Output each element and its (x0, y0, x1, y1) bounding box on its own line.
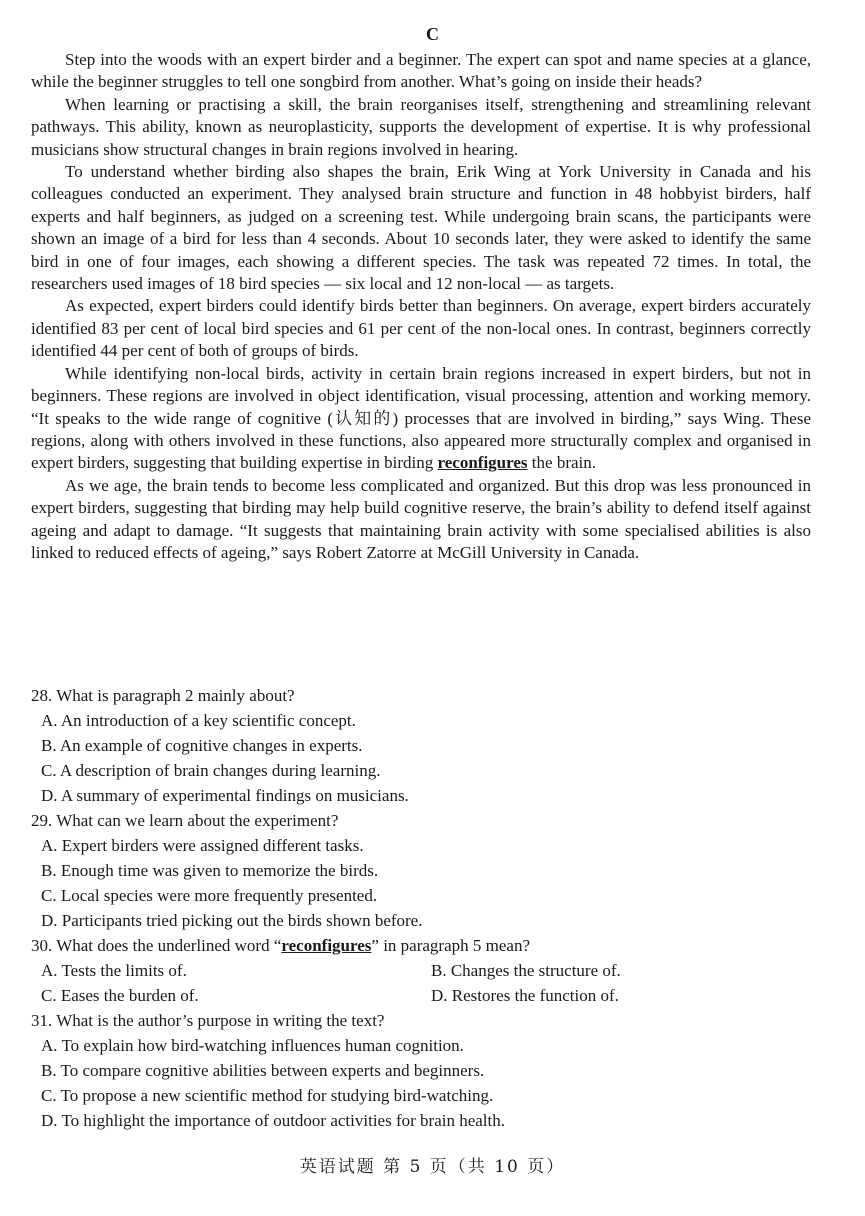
option-d: D. To highlight the importance of outdoor activities for brain health. (41, 1111, 505, 1130)
paragraph-1: Step into the woods with an expert birder and a beginner. The expert can spot and name species at a glance, while the beginner struggles to tell one songbird from another. What’s going on inside their heads? (31, 50, 811, 92)
option-b: B. Changes the structure of. (431, 961, 621, 980)
option-c: C. To propose a new scientific method for studying bird-watching. (41, 1086, 494, 1105)
paragraph-2: When learning or practising a skill, the brain reorganises itself, strengthening and streamlining relevant pathways. This ability, known as neuroplasticity, supports the development of expertise. It is why professional musicians show structural changes in brain regions involved in hearing. (31, 94, 811, 159)
question-list (31, 683, 811, 1133)
question-31 (31, 1008, 811, 1133)
page-footer: 英语试题 第 5 页（共 10 页） (299, 1157, 566, 1177)
option-c: C. A description of brain changes during learning. (41, 761, 381, 780)
option-b: B. To compare cognitive abilities between experts and beginners. (41, 1061, 485, 1080)
question-stem (31, 933, 811, 958)
option-d: D. Restores the function of. (431, 986, 619, 1005)
section-label: C (426, 24, 439, 44)
question-28 (31, 683, 811, 808)
question-stem: 31. What is the author’s purpose in writing the text? (31, 1011, 385, 1030)
option-a: A. An introduction of a key scientific concept. (41, 711, 356, 730)
question-stem-start: 30. What does the underlined word “ (31, 936, 282, 955)
question-29 (31, 808, 811, 933)
question-stem: 28. What is paragraph 2 mainly about? (31, 686, 295, 705)
paragraph-4: As expected, expert birders could identify birds better than beginners. On average, expert birders accurately identified 83 per cent of local bird species and 61 per cent of the non-local ones. In contrast, beginners correctly identified 44 per cent of both of groups of birds. (31, 296, 811, 361)
paragraph-6: As we age, the brain tends to become less complicated and organized. But this drop was less pronounced in expert birders, suggesting that birding may help build cognitive reserve, the brain’s ability to defend itself against ageing and adapt to damage. “It suggests that maintaining brain activity with some specialised abilities is also linked to reduced effects of ageing,” says Robert Zatorre at McGill University in Canada. (31, 475, 811, 562)
question-30 (31, 933, 811, 1008)
paragraph-5 (31, 363, 811, 475)
option-c: C. Local species were more frequently presented. (41, 886, 378, 905)
option-row (31, 958, 811, 983)
reading-passage (31, 49, 811, 564)
question-stem: 29. What can we learn about the experiment? (31, 811, 339, 830)
underlined-word: reconfigures (437, 453, 528, 473)
option-a: A. Expert birders were assigned different tasks. (41, 836, 364, 855)
option-a: A. Tests the limits of. (41, 961, 187, 980)
paragraph-5-text: While identifying non-local birds, activity in certain brain regions increased in expert birders, but not in beginners. These regions are involved in object identification, visual processing, attention and working memory. “It speaks to the wide range of cognitive (认知的) processes that are involved in birding,” says Wing. These regions, along with others involved in these functions, also appeared more structurally complex and organised in expert birders, suggesting that building expertise in birding (31, 363, 811, 473)
paragraph-3: To understand whether birding also shapes the brain, Erik Wing at York University in Canada and his colleagues conducted an experiment. They analysed brain structure and function in 48 hobbyist birders, half experts and half beginners, as judged on a screening test. While undergoing brain scans, the participants were shown an image of a bird for less than 4 seconds. About 10 seconds later, they were asked to identify the same bird in one of four images, each showing a different species. The task was repeated 72 times. In total, the researchers used images of 18 bird species — six local and 12 non-local — as targets. (31, 162, 811, 294)
option-row (31, 983, 811, 1008)
option-b: B. An example of cognitive changes in experts. (41, 736, 363, 755)
option-c: C. Eases the burden of. (41, 986, 199, 1005)
paragraph-5-end: the brain. (527, 453, 596, 473)
option-a: A. To explain how bird-watching influences human cognition. (41, 1036, 464, 1055)
option-d: D. Participants tried picking out the birds shown before. (41, 911, 423, 930)
question-stem-end: ” in paragraph 5 mean? (371, 936, 530, 955)
option-d: D. A summary of experimental findings on musicians. (41, 786, 409, 805)
option-b: B. Enough time was given to memorize the birds. (41, 861, 379, 880)
underlined-word: reconfigures (281, 936, 372, 955)
